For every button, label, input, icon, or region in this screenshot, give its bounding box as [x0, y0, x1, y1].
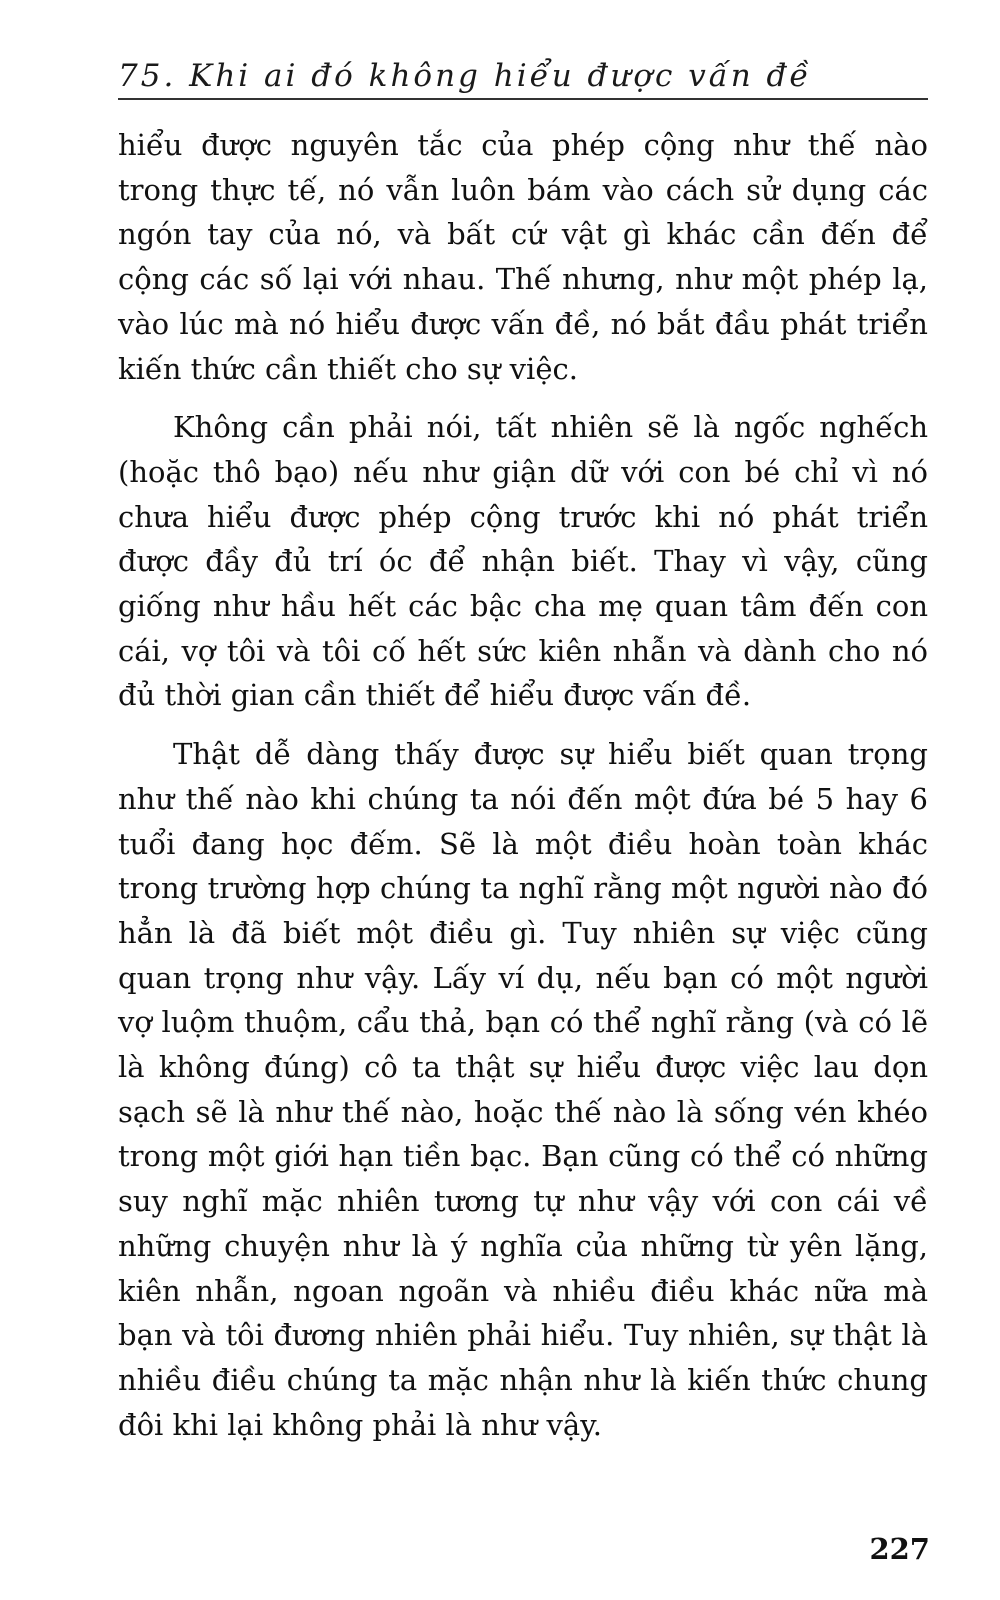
page-number: 227: [869, 1532, 930, 1566]
paragraph: Thật dễ dàng thấy được sự hiểu biết quan trọng như thế nào khi chúng ta nói đến một đứa bé 5 hay 6 tuổi đang học đếm. Sẽ là một điều hoàn toàn khác trong trường hợp chúng ta nghĩ rằng một người nào đó hẳn là đã biết một điều gì. Tuy nhiên sự việc cũng quan trọng như vậy. Lấy ví dụ, nếu bạn có một người vợ luộm thuộm, cẩu thả, bạn có thể nghĩ rằng (và có lẽ là không đúng) cô ta thật sự hiểu được việc lau dọn sạch sẽ là như thế nào, hoặc thế nào là sống vén khéo trong một giới hạn tiền bạc. Bạn cũng có thể có những suy nghĩ mặc nhiên tương tự như vậy với con cái về những chuyện như là ý nghĩa của những từ yên lặng, kiên nhẫn, ngoan ngoãn và nhiều điều khác nữa mà bạn và tôi đương nhiên phải hiểu. Tuy nhiên, sự thật là nhiều điều chúng ta mặc nhận như là kiến thức chung đôi khi lại không phải là như vậy.: [118, 737, 928, 1442]
chapter-title: 75. Khi ai đó không hiểu được vấn đề: [118, 58, 812, 94]
paragraph-continued: hiểu được nguyên tắc của phép cộng như thế nào trong thực tế, nó vẫn luôn bám vào cách sử dụng các ngón tay của nó, và bất cứ vật gì khác cần đến để cộng các số lại với nhau. Thế nhưng, như một phép lạ, vào lúc mà nó hiểu được vấn đề, nó bắt đầu phát triển kiến thức cần thiết cho sự việc.: [118, 128, 928, 386]
page-body: [118, 123, 928, 1447]
paragraph: Không cần phải nói, tất nhiên sẽ là ngốc nghếch (hoặc thô bạo) nếu như giận dữ với con bé chỉ vì nó chưa hiểu được phép cộng trước khi nó phát triển được đầy đủ trí óc để nhận biết. Thay vì vậy, cũng giống như hầu hết các bậc cha mẹ quan tâm đến con cái, vợ tôi và tôi cố hết sức kiên nhẫn và dành cho nó đủ thời gian cần thiết để hiểu được vấn đề.: [118, 410, 928, 713]
running-header: [118, 52, 928, 100]
